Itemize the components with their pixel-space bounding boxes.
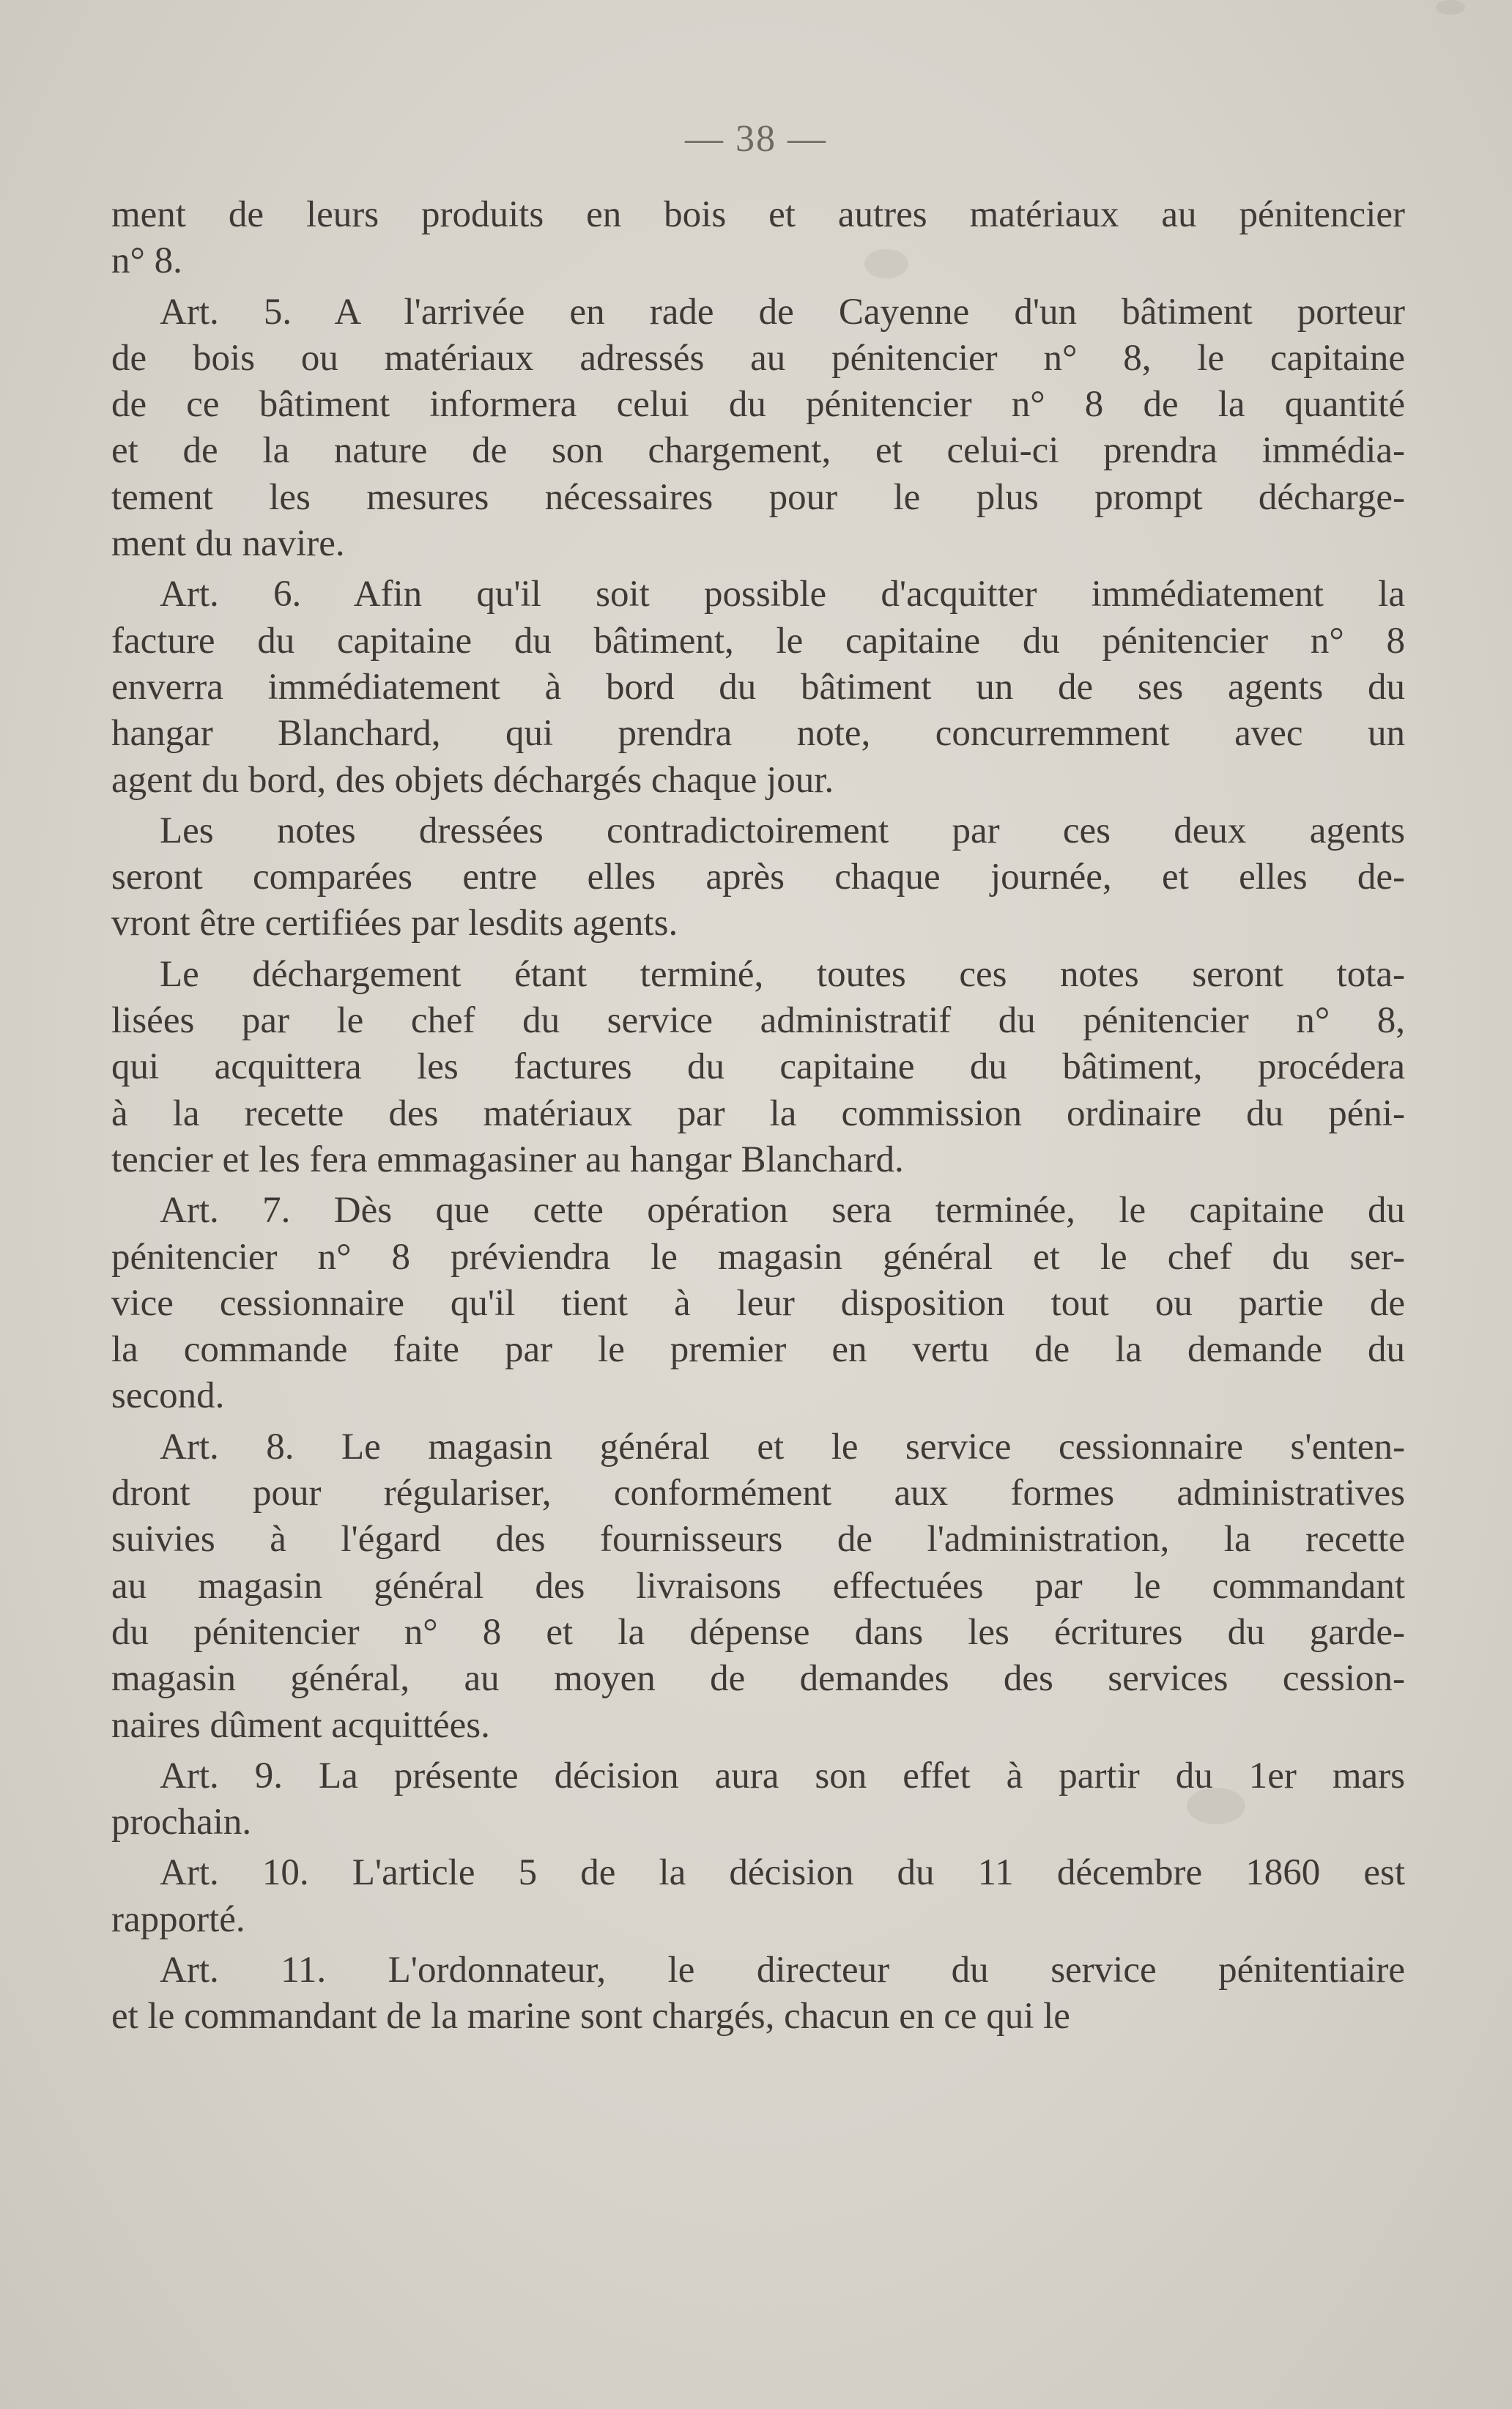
text-line: du pénitencier n° 8 et la dépense dans les écritures du garde- <box>111 1611 1405 1653</box>
text-line: rapporté. <box>111 1898 245 1940</box>
text-line: Art. 11. L'ordonnateur, le directeur du service pénitentiaire <box>160 1949 1405 1991</box>
text-line: vront être certifiées par lesdits agents. <box>111 903 678 944</box>
text-line: Art. 10. L'article 5 de la décision du 11 décembre 1860 est <box>160 1852 1405 1894</box>
paragraph <box>111 1850 1405 1943</box>
text-line: hangar Blanchard, qui prendra note, concurremment avec un <box>111 713 1405 755</box>
text-line: pénitencier n° 8 préviendra le magasin général et le chef du ser- <box>111 1236 1405 1278</box>
paragraph <box>111 289 1405 568</box>
text-line: Les notes dressées contradictoirement par ces deux agents <box>160 810 1405 851</box>
text-line: suivies à l'égard des fournisseurs de l'administration, la recette <box>111 1519 1405 1561</box>
text-line: ment du navire. <box>111 523 345 565</box>
text-line: Art. 6. Afin qu'il soit possible d'acquitter immédiatement la <box>160 574 1405 615</box>
text-line: Le déchargement étant terminé, toutes ces notes seront tota- <box>160 953 1405 995</box>
text-line: ment de leurs produits en bois et autres matériaux au pénitencier <box>111 194 1405 235</box>
text-line: et le commandant de la marine sont chargés, chacun en ce qui le <box>111 1996 1070 2038</box>
text-line: magasin général, au moyen de demandes des services cession- <box>111 1658 1405 1700</box>
paper-smudge <box>1436 0 1465 15</box>
text-line: de ce bâtiment informera celui du pénitencier n° 8 de la quantité <box>111 384 1405 426</box>
text-line: seront comparées entre elles après chaque journée, et elles de- <box>111 856 1405 898</box>
paragraph <box>111 1947 1405 2040</box>
text-line: à la recette des matériaux par la commission ordinaire du péni- <box>111 1092 1405 1134</box>
text-line: Art. 8. Le magasin général et le service cessionnaire s'enten- <box>160 1426 1405 1468</box>
text-line: qui acquittera les factures du capitaine du bâtiment, procédera <box>111 1046 1405 1088</box>
text-line: de bois ou matériaux adressés au pénitencier n° 8, le capitaine <box>111 337 1405 379</box>
paragraph <box>111 1188 1405 1419</box>
text-line: Art. 7. Dès que cette opération sera terminée, le capitaine du <box>160 1190 1405 1232</box>
text-line: vice cessionnaire qu'il tient à leur disposition tout ou partie de <box>111 1282 1405 1324</box>
paragraph <box>111 571 1405 803</box>
text-line: dront pour régulariser, conformément aux formes administratives <box>111 1473 1405 1514</box>
text-line: enverra immédiatement à bord du bâtiment un de ses agents du <box>111 666 1405 708</box>
paragraph <box>111 808 1405 947</box>
text-line: tencier et les fera emmagasiner au hangar Blanchard. <box>111 1139 904 1180</box>
text-line: Art. 5. A l'arrivée en rade de Cayenne d'un bâtiment porteur <box>160 291 1405 333</box>
text-line: et de la nature de son chargement, et celui-ci prendra immédia- <box>111 430 1405 472</box>
text-line: facture du capitaine du bâtiment, le capitaine du pénitencier n° 8 <box>111 620 1405 662</box>
text-line: agent du bord, des objets déchargés chaque jour. <box>111 759 834 801</box>
paragraph <box>111 1753 1405 1846</box>
text-line: prochain. <box>111 1802 252 1843</box>
paragraph <box>111 192 1405 285</box>
text-line: second. <box>111 1375 225 1417</box>
body-text <box>111 192 1405 2040</box>
text-line: la commande faite par le premier en vertu de la demande du <box>111 1329 1405 1371</box>
text-line: Art. 9. La présente décision aura son effet à partir du 1er mars <box>160 1755 1405 1796</box>
page-number: — 38 — <box>685 118 827 160</box>
text-line: lisées par le chef du service administratif du pénitencier n° 8, <box>111 1000 1405 1042</box>
paragraph <box>111 952 1405 1183</box>
text-line: tement les mesures nécessaires pour le plus prompt décharge- <box>111 476 1405 518</box>
paragraph <box>111 1424 1405 1749</box>
text-line: au magasin général des livraisons effectuées par le commandant <box>111 1565 1405 1607</box>
text-line: n° 8. <box>111 240 182 282</box>
text-line: naires dûment acquittées. <box>111 1704 490 1746</box>
